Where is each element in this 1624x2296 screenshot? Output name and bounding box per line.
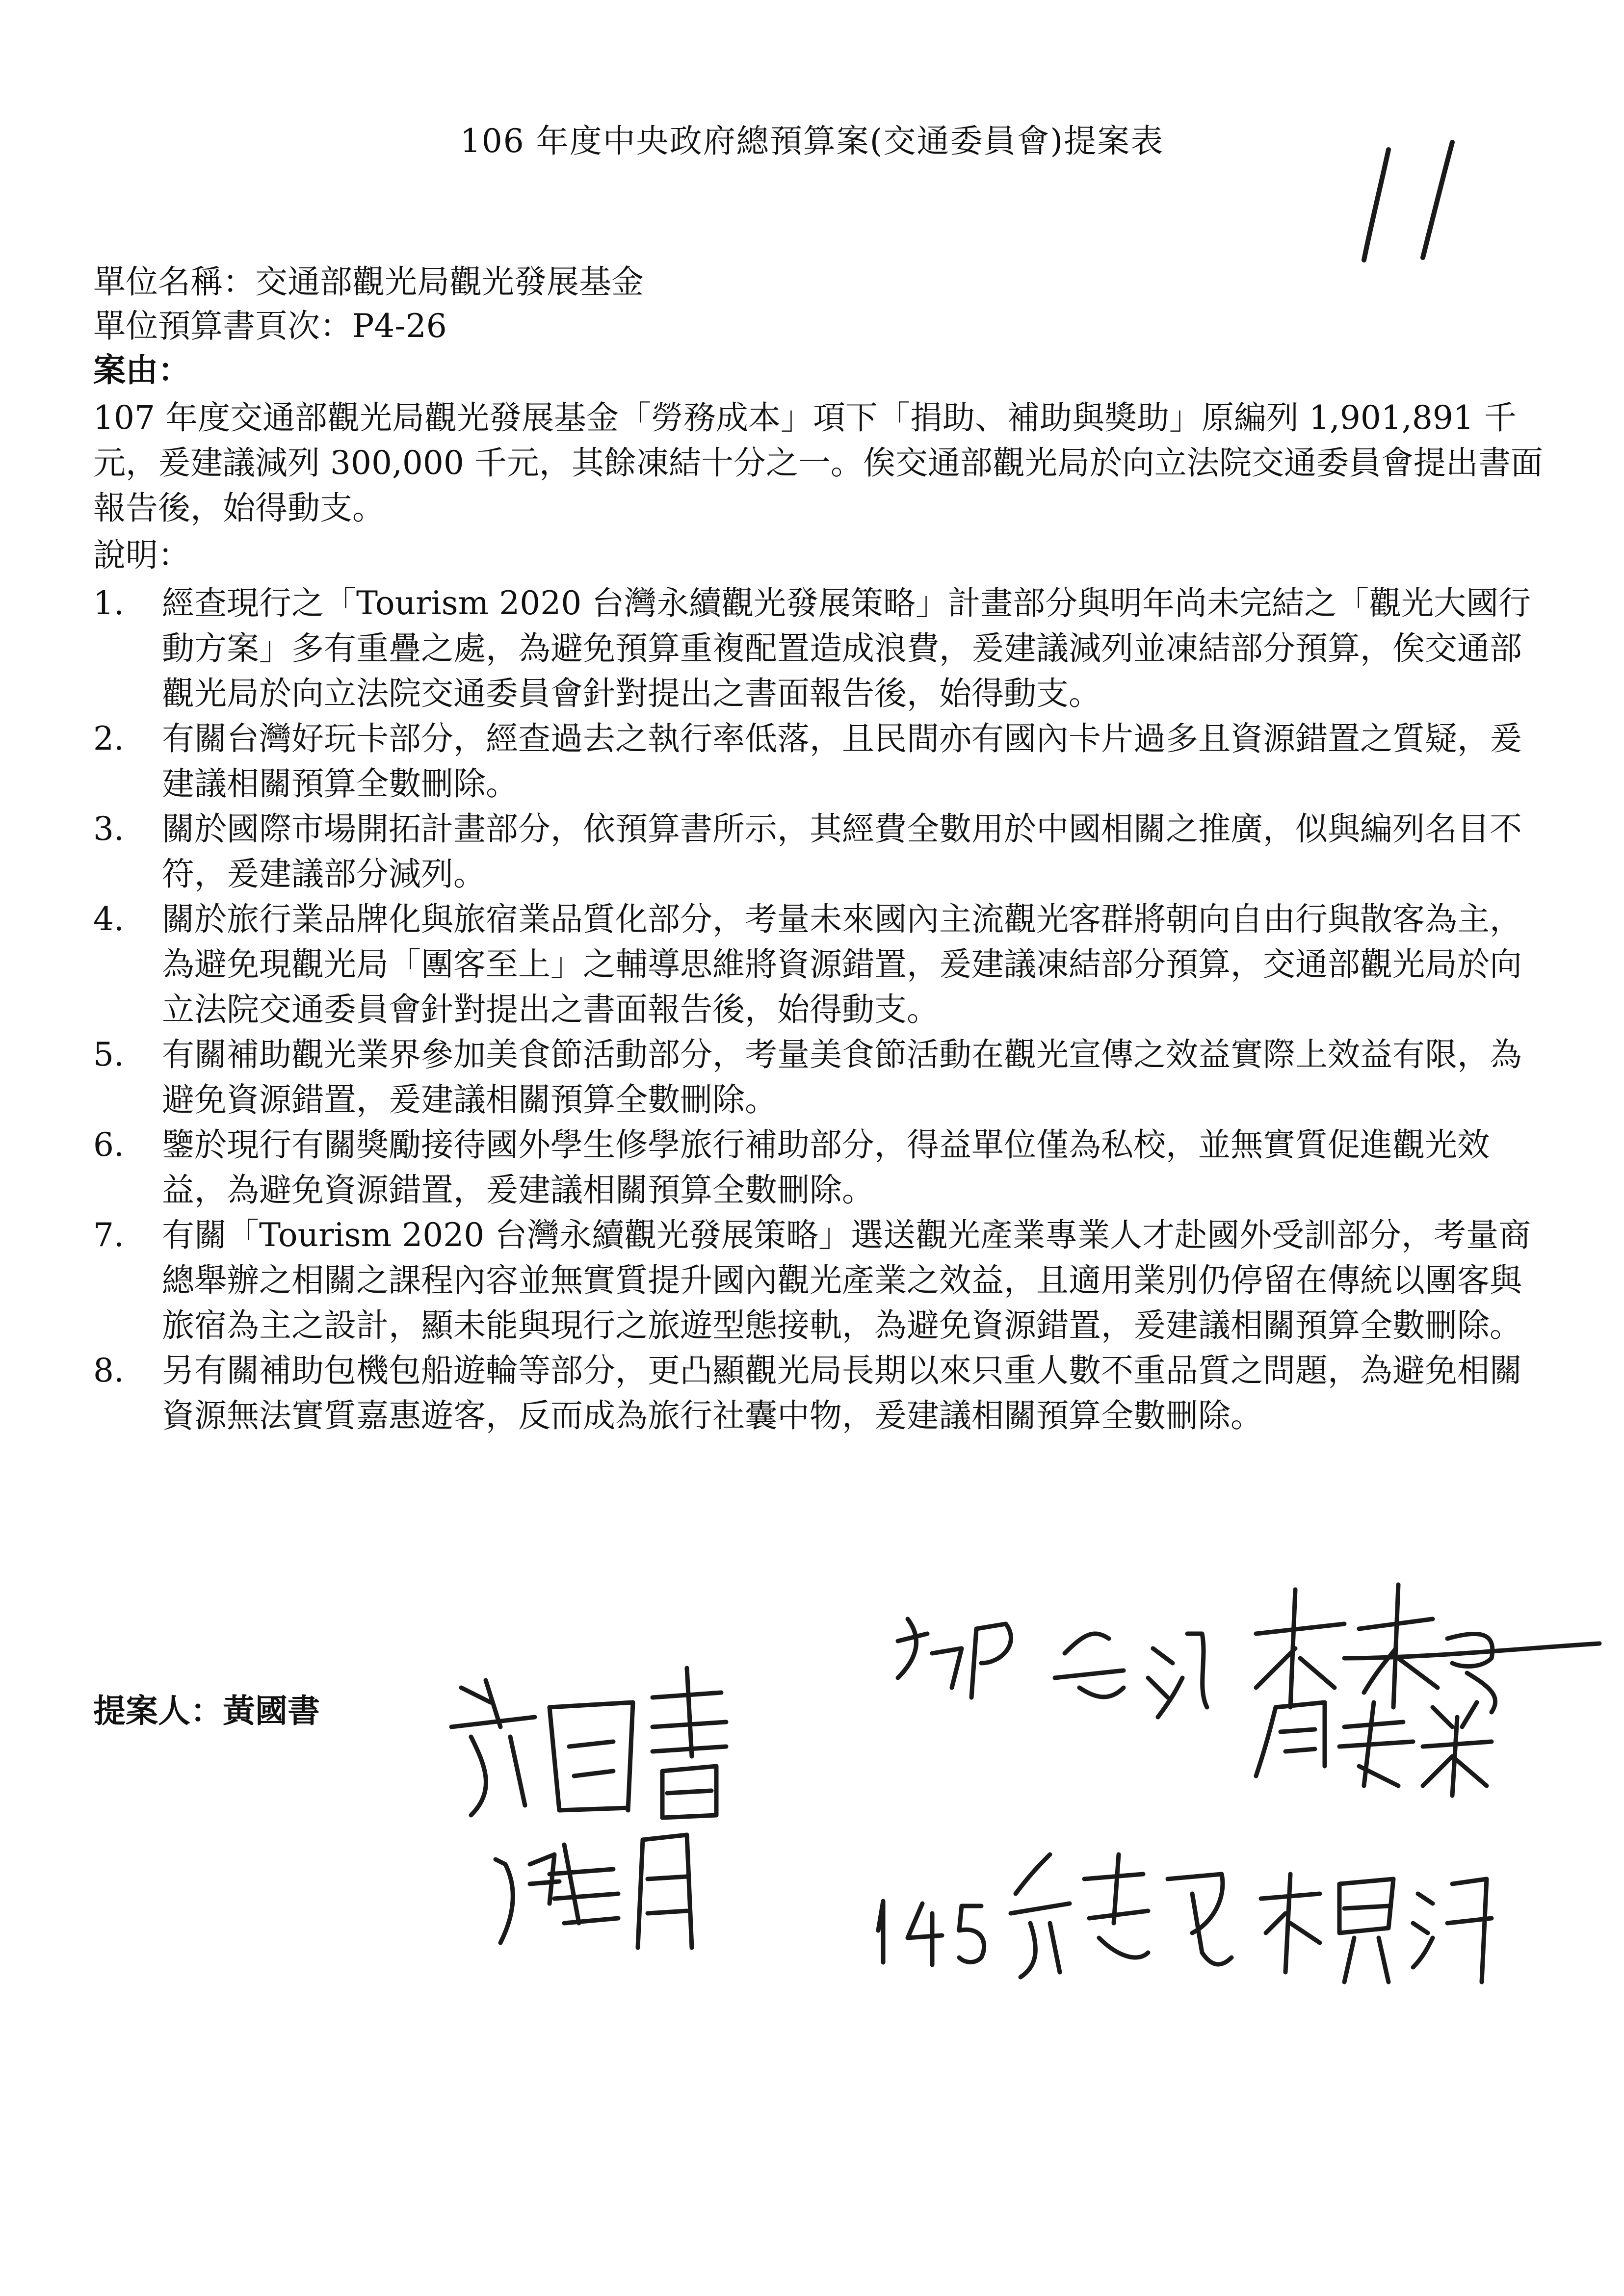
reason-label: 案由： bbox=[93, 351, 190, 389]
handwritten-page-number bbox=[878, 1901, 984, 1965]
signature-li-kun-tse bbox=[1261, 1874, 1492, 1982]
item-text: 關於國際市場開拓計畫部分，依預算書所示，其經費全數用於中國相關之推廣，似與編列名目不符，爰建議部分減列。 bbox=[162, 810, 1522, 893]
item-text: 關於旅行業品牌化與旅宿業品質化部分，考量未來國內主流觀光客群將朝向自由行與散客為主，為避免現觀光局「團客至上」之輔導思維將資源錯置，爰建議凍結部分預算，交通部觀光局於向立法院交通委員會針對提出之書面報告後，始得動支。 bbox=[162, 900, 1522, 1028]
item-number: 1. bbox=[93, 584, 124, 622]
signature-cheng-pao-ching bbox=[898, 1619, 1207, 1717]
signature-huang-kuo-shu bbox=[451, 1668, 726, 1818]
budget-page-value: P4-26 bbox=[352, 307, 447, 345]
document-title: 106 年度中央政府總預算案(交通委員會)提案表 bbox=[460, 122, 1164, 160]
item-text: 另有關補助包機包船遊輪等部分，更凸顯觀光局長期以來只重人數不重品質之問題，為避免相關資源無法實質嘉惠遊客，反而成為旅行社囊中物，爰建議相關預算全數刪除。 bbox=[162, 1352, 1522, 1435]
item-text: 經查現行之「Tourism 2020 台灣永續觀光發展策略」計畫部分與明年尚未完結之「觀光大國行動方案」多有重疊之處，為避免預算重複配置造成浪費，爰建議減列並凍結部分預算，俟交通部觀光局於向立法院交通委員會針對提出之書面報告後，始得動支。 bbox=[162, 584, 1531, 712]
item-number: 5. bbox=[93, 1036, 124, 1073]
item-number: 7. bbox=[93, 1216, 124, 1254]
item-text: 有關補助觀光業界參加美食節活動部分，考量美食節活動在觀光宣傳之效益實際上效益有限，為避免資源錯置，爰建議相關預算全數刪除。 bbox=[162, 1036, 1522, 1119]
item-text: 鑒於現行有關獎勵接待國外學生修學旅行補助部分，得益單位僅為私校，並無實質促進觀光效益，為避免資源錯置，爰建議相關預算全數刪除。 bbox=[162, 1126, 1490, 1209]
signature-chen-su-yueh bbox=[496, 1835, 692, 1948]
proposer-name: 黃國書 bbox=[223, 1692, 320, 1730]
signature-chou-chun-mi bbox=[1256, 1702, 1492, 1796]
explanation-label: 說明： bbox=[93, 536, 190, 574]
item-number: 3. bbox=[93, 810, 124, 848]
signature-lin-chun-hsien bbox=[1256, 1585, 1599, 1712]
item-number: 4. bbox=[93, 900, 124, 938]
item-number: 2. bbox=[93, 720, 124, 757]
proposer-label: 提案人： bbox=[93, 1692, 223, 1730]
item-number: 6. bbox=[93, 1126, 124, 1164]
item-text: 有關「Tourism 2020 台灣永續觀光發展策略」選送觀光產業專業人才赴國外受訓部分，考量商總舉辦之相關之課程內容並無實質提升國內觀光產業之效益，且適用業別仍停留在傳統以團客與旅宿為主之設計，顯未能與現行之旅遊型態接軌，為避免資源錯置，爰建議相關預算全數刪除。 bbox=[162, 1216, 1531, 1344]
budget-page-label: 單位預算書頁次： bbox=[93, 307, 352, 345]
item-text: 有關台灣好玩卡部分，經查過去之執行率低落，且民間亦有國內卡片過多且資源錯置之質疑，爰建議相關預算全數刪除。 bbox=[162, 720, 1522, 803]
unit-name-value: 交通部觀光局觀光發展基金 bbox=[255, 263, 644, 301]
signature-su-chiao-hui bbox=[1011, 1854, 1231, 1977]
reason-text: 107 年度交通部觀光局觀光發展基金「勞務成本」項下「捐助、補助與獎助」原編列 1,901,891 千元，爰建議減列 300,000 千元，其餘凍結十分之一。俟交通部觀光局於向立法院交通委員會提出書面報告後，始得動支。 bbox=[93, 399, 1543, 527]
item-number: 8. bbox=[93, 1352, 124, 1389]
unit-name-label: 單位名稱： bbox=[93, 263, 255, 301]
